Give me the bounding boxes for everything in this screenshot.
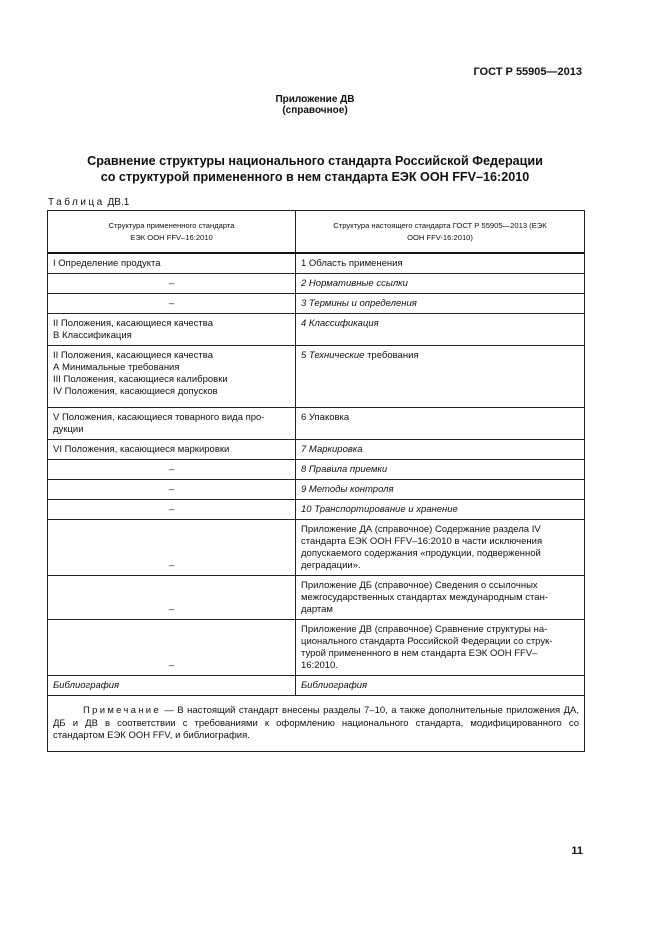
row-left-cell: – <box>48 520 296 576</box>
table-row <box>48 500 585 520</box>
row-right-cell: 9 Методы контроля <box>296 480 585 500</box>
row-right-cell: 10 Транспортирование и хранение <box>296 500 585 520</box>
row-right-cell: 8 Правила приемки <box>296 460 585 480</box>
standard-code: ГОСТ Р 55905—2013 <box>473 66 582 78</box>
table-label-number: ДВ.1 <box>107 197 130 208</box>
table-label <box>48 197 129 208</box>
row-left-cell: – <box>48 294 296 314</box>
row-right-plain: требования <box>364 350 419 361</box>
row-right-cell: Приложение ДВ (справочное) Сравнение структуры на- ционального стандарта Российской Федерации со струк- турой примененного в нем стандарта ЕЭК ООН FFV– 16:2010. <box>296 620 585 676</box>
appendix-heading <box>0 94 630 116</box>
row-left-cell: – <box>48 480 296 500</box>
table-row <box>48 620 585 676</box>
note-text: — В настоящий стандарт внесены разделы 7–10, а также дополнительные приложения ДА, ДБ и ДВ в соответствии с требованиями к оформлению национального стандарта, модифицированного со стандартом ЕЭК ООН FFV, и библиография. <box>53 705 579 741</box>
row-right-cell: 3 Термины и определения <box>296 294 585 314</box>
table-row <box>48 408 585 440</box>
table-row <box>48 480 585 500</box>
table-row <box>48 576 585 620</box>
table-note <box>48 696 585 752</box>
row-right-cell: 7 Маркировка <box>296 440 585 460</box>
row-left-cell: – <box>48 620 296 676</box>
table-header-left: Структура примененного стандарта ЕЭК ООН FFV–16:2010 <box>48 211 296 254</box>
document-title-line-2: со структурой примененного в нем стандарта ЕЭК ООН FFV–16:2010 <box>100 170 530 184</box>
comparison-table <box>47 210 585 752</box>
table-row <box>48 346 585 408</box>
row-right-cell: 1 Область применения <box>296 253 585 274</box>
row-right-italic: 5 Технические <box>301 350 365 361</box>
row-right-cell <box>296 346 585 408</box>
page-number: 11 <box>571 845 583 857</box>
table-row <box>48 460 585 480</box>
row-left-cell: II Положения, касающиеся качества В Классификация <box>48 314 296 346</box>
row-right-cell: Библиография <box>296 676 585 696</box>
table-note-row <box>48 696 585 752</box>
row-right-cell: 2 Нормативные ссылки <box>296 274 585 294</box>
table-row <box>48 294 585 314</box>
row-left-cell: – <box>48 460 296 480</box>
table-row <box>48 274 585 294</box>
row-right-cell: Приложение ДА (справочное) Содержание раздела IV стандарта ЕЭК ООН FFV–16:2010 в части исключения допускаемого содержания «продукции, подверженной деградации». <box>296 520 585 576</box>
appendix-title: Приложение ДВ <box>275 94 355 105</box>
table-row <box>48 440 585 460</box>
table-header-right: Структура настоящего стандарта ГОСТ Р 55905—2013 (ЕЭК ООН FFV-16:2010) <box>296 211 585 254</box>
row-right-cell: 6 Упаковка <box>296 408 585 440</box>
table-row <box>48 520 585 576</box>
table-row <box>48 676 585 696</box>
row-left-cell: – <box>48 500 296 520</box>
note-lead: Примечание <box>83 705 161 716</box>
row-left-cell: – <box>48 576 296 620</box>
document-title <box>0 153 630 185</box>
row-left-cell: Библиография <box>48 676 296 696</box>
row-left-cell: II Положения, касающиеся качества А Минимальные требования III Положения, касающиеся калибровки IV Положения, касающиеся допусков <box>48 346 296 408</box>
row-left-cell: V Положения, касающиеся товарного вида про- дукции <box>48 408 296 440</box>
table-row <box>48 314 585 346</box>
row-right-cell: Приложение ДБ (справочное) Сведения о ссылочных межгосударственных стандартах международным стан- дартам <box>296 576 585 620</box>
row-left-cell: VI Положения, касающиеся маркировки <box>48 440 296 460</box>
row-right-cell: 4 Классификация <box>296 314 585 346</box>
row-left-cell: – <box>48 274 296 294</box>
table-label-prefix: Таблица <box>48 197 105 208</box>
table-row <box>48 253 585 274</box>
appendix-subtitle: (справочное) <box>282 105 348 116</box>
row-left-cell: I Определение продукта <box>48 253 296 274</box>
document-title-line-1: Сравнение структуры национального стандарта Российской Федерации <box>87 154 543 168</box>
table-header-row <box>48 211 585 254</box>
